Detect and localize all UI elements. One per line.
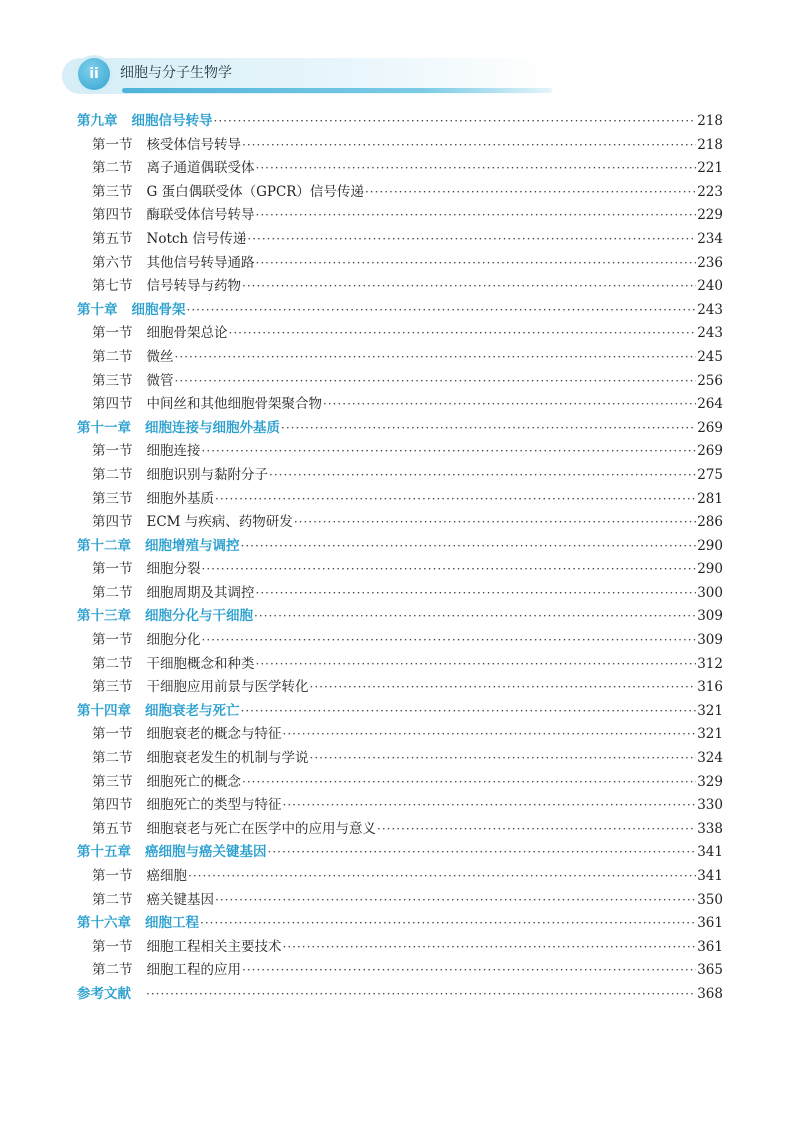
chapter-title: 细胞分化与干细胞 [145, 608, 253, 625]
chapter-title: 细胞连接与细胞外基质 [145, 419, 280, 436]
page-number: 290 [697, 561, 723, 578]
section-title: 细胞死亡的类型与特征 [146, 797, 282, 814]
toc-section-row[interactable] [77, 440, 723, 464]
toc-chapter-row[interactable] [77, 417, 723, 441]
dot-leader [323, 393, 696, 417]
page-number: 329 [697, 773, 723, 790]
dot-leader [310, 747, 697, 771]
section-number: 第一节 [92, 561, 133, 578]
section-title: 其他信号转导通路 [146, 254, 255, 271]
page-number: 229 [697, 207, 723, 224]
toc-chapter-row[interactable] [77, 700, 723, 724]
page-number: 321 [697, 726, 723, 743]
section-title: 细胞连接 [146, 443, 201, 460]
page-number: 269 [697, 443, 723, 460]
page-number: 269 [697, 419, 723, 436]
section-number: 第二节 [92, 655, 133, 672]
page-header [62, 50, 552, 96]
page-number: 341 [697, 844, 723, 861]
section-title: 干细胞概念和种类 [146, 655, 255, 672]
section-number: 第四节 [92, 797, 133, 814]
page-number: 309 [697, 608, 723, 625]
section-number: 第一节 [92, 443, 133, 460]
dot-leader [241, 535, 697, 559]
dot-leader [256, 653, 697, 677]
chapter-number: 参考文献 [77, 985, 131, 1002]
toc-section-row[interactable] [77, 723, 723, 747]
toc-chapter-row[interactable] [77, 841, 723, 865]
section-number: 第一节 [92, 632, 133, 649]
chapter-title: 细胞信号转导 [131, 113, 213, 129]
toc-chapter-row[interactable] [77, 605, 723, 629]
section-number: 第一节 [92, 868, 133, 884]
chapter-number: 第十三章 [77, 608, 131, 625]
dot-leader [242, 134, 696, 158]
page-number: 218 [697, 113, 723, 129]
dot-leader [215, 488, 696, 512]
section-number: 第二节 [92, 891, 133, 908]
dot-leader [281, 417, 696, 441]
section-number: 第二节 [92, 466, 133, 483]
dot-leader [310, 676, 697, 700]
toc-section-row[interactable] [77, 134, 723, 158]
section-number: 第一节 [92, 938, 133, 955]
section-title: 细胞骨架总论 [146, 325, 228, 342]
section-title: 细胞死亡的概念 [146, 773, 241, 790]
page-number: 256 [697, 372, 723, 389]
section-number: 第四节 [92, 396, 133, 413]
page-number: 338 [697, 820, 723, 837]
toc-section-row[interactable] [77, 464, 723, 488]
toc-section-row[interactable] [77, 252, 723, 276]
page-number: 286 [697, 514, 723, 531]
chapter-number: 第十二章 [77, 537, 131, 554]
page-number: 243 [697, 325, 723, 342]
dot-leader [215, 889, 696, 913]
dot-leader [365, 181, 696, 205]
chapter-number: 第十六章 [77, 915, 131, 932]
chapter-number: 第十章 [77, 301, 118, 318]
section-number: 第一节 [92, 136, 133, 153]
section-number: 第七节 [92, 278, 133, 295]
chapter-number: 第十五章 [77, 844, 131, 861]
section-title: 细胞分裂 [146, 561, 201, 578]
book-title: 细胞与分子生物学 [120, 65, 232, 81]
section-number: 第三节 [92, 490, 133, 507]
page-number: 218 [697, 136, 723, 153]
section-number: 第二节 [92, 584, 133, 601]
toc-section-row[interactable] [77, 181, 723, 205]
dot-leader [254, 605, 696, 629]
page-number: 234 [697, 230, 723, 247]
page-number: 290 [697, 537, 723, 554]
toc-section-row[interactable] [77, 936, 723, 960]
section-title: 离子通道偶联受体 [146, 160, 255, 177]
page-number: 309 [697, 632, 723, 649]
chapter-title: 癌细胞与癌关键基因 [145, 844, 267, 861]
section-number: 第五节 [92, 820, 133, 837]
section-title: 细胞工程相关主要技术 [146, 938, 282, 955]
section-title: 酶联受体信号转导 [146, 207, 255, 224]
dot-leader [175, 370, 697, 394]
page-number: 324 [697, 750, 723, 767]
dot-leader [229, 322, 697, 346]
page-number: 245 [697, 348, 723, 365]
chapter-title: 细胞增殖与调控 [145, 537, 240, 554]
dot-leader [283, 723, 697, 747]
section-title: 核受体信号转导 [146, 136, 241, 153]
section-number: 第二节 [92, 160, 133, 177]
page-number: 275 [697, 466, 723, 483]
section-title: 细胞外基质 [146, 490, 214, 507]
toc-chapter-row[interactable] [77, 983, 723, 1007]
toc-section-row[interactable] [77, 959, 723, 983]
toc-section-row[interactable] [77, 275, 723, 299]
dot-leader [283, 936, 697, 960]
dot-leader [242, 959, 696, 983]
toc-section-row[interactable] [77, 794, 723, 818]
chapter-number: 第十四章 [77, 702, 131, 719]
section-title: Notch 信号传递 [146, 230, 247, 247]
dot-leader [242, 275, 696, 299]
page-number: 300 [697, 584, 723, 601]
toc-section-row[interactable] [77, 582, 723, 606]
table-of-contents [77, 110, 723, 1007]
page-number: 350 [697, 891, 723, 908]
dot-leader [268, 841, 697, 865]
section-title: G 蛋白偶联受体（GPCR）信号传递 [146, 183, 364, 200]
dot-leader [200, 912, 696, 936]
toc-section-row[interactable] [77, 322, 723, 346]
dot-leader [202, 558, 697, 582]
dot-leader [202, 629, 697, 653]
section-number: 第四节 [92, 207, 133, 224]
toc-chapter-row[interactable] [77, 535, 723, 559]
page-number: 330 [697, 797, 723, 814]
dot-leader [283, 794, 697, 818]
toc-section-row[interactable] [77, 818, 723, 842]
toc-section-row[interactable] [77, 653, 723, 677]
dot-leader [247, 228, 696, 252]
toc-chapter-row[interactable] [77, 912, 723, 936]
dot-leader [202, 440, 697, 464]
chapter-title: 细胞工程 [145, 915, 199, 932]
section-title: 细胞工程的应用 [146, 962, 241, 979]
section-number: 第一节 [92, 726, 133, 743]
dot-leader [377, 818, 696, 842]
page-number: 240 [697, 278, 723, 295]
section-title: 细胞衰老与死亡在医学中的应用与意义 [146, 820, 376, 837]
section-title: 微丝 [146, 348, 174, 365]
section-title: 中间丝和其他细胞骨架聚合物 [146, 396, 322, 413]
page-number: 341 [697, 868, 723, 884]
dot-leader [188, 865, 696, 889]
toc-section-row[interactable] [77, 771, 723, 795]
page-number: 321 [697, 702, 723, 719]
toc-section-row[interactable] [77, 865, 723, 889]
page-number: 361 [697, 938, 723, 955]
section-number: 第二节 [92, 348, 133, 365]
dot-leader [214, 110, 697, 134]
dot-leader [256, 204, 697, 228]
toc-section-row[interactable] [77, 346, 723, 370]
page-number-badge: ii [78, 58, 110, 90]
page-number: 221 [697, 160, 723, 177]
toc-section-row[interactable] [77, 228, 723, 252]
section-title: 细胞周期及其调控 [146, 584, 255, 601]
toc-section-row[interactable] [77, 204, 723, 228]
dot-leader [242, 771, 696, 795]
toc-section-row[interactable] [77, 157, 723, 181]
toc-section-row[interactable] [77, 558, 723, 582]
toc-section-row[interactable] [77, 511, 723, 535]
dot-leader [269, 464, 696, 488]
section-title: 细胞识别与黏附分子 [146, 466, 268, 483]
toc-section-row[interactable] [77, 393, 723, 417]
chapter-title: 细胞衰老与死亡 [145, 702, 240, 719]
section-title: 细胞衰老发生的机制与学说 [146, 750, 309, 767]
section-number: 第五节 [92, 230, 133, 247]
toc-chapter-row[interactable] [77, 299, 723, 323]
dot-leader [256, 582, 697, 606]
toc-section-row[interactable] [77, 747, 723, 771]
dot-leader [256, 157, 697, 181]
dot-leader [187, 299, 697, 323]
chapter-number: 第十一章 [77, 419, 131, 436]
dot-leader [256, 252, 697, 276]
dot-leader [175, 346, 697, 370]
dot-leader [241, 700, 697, 724]
page-number: 312 [697, 655, 723, 672]
toc-chapter-row[interactable] [77, 110, 723, 134]
section-number: 第三节 [92, 679, 133, 696]
section-number: 第二节 [92, 962, 133, 979]
section-title: 信号转导与药物 [146, 278, 241, 295]
toc-section-row[interactable] [77, 676, 723, 700]
section-number: 第二节 [92, 750, 133, 767]
section-number: 第三节 [92, 773, 133, 790]
section-title: 癌关键基因 [146, 891, 214, 908]
chapter-number: 第九章 [77, 113, 118, 129]
section-number: 第三节 [92, 372, 133, 389]
section-number: 第三节 [92, 183, 133, 200]
page-number: 316 [697, 679, 723, 696]
section-title: 细胞分化 [146, 632, 201, 649]
page-number: 236 [697, 254, 723, 271]
section-number: 第六节 [92, 254, 133, 271]
toc-section-row[interactable] [77, 889, 723, 913]
dot-leader [146, 983, 696, 1007]
section-title: 微管 [146, 372, 174, 389]
chapter-title: 细胞骨架 [131, 301, 186, 318]
section-title: 癌细胞 [146, 868, 187, 884]
page-number: 264 [697, 396, 723, 413]
dot-leader [294, 511, 696, 535]
toc-section-row[interactable] [77, 370, 723, 394]
section-title: 干细胞应用前景与医学转化 [146, 679, 309, 696]
section-title: ECM 与疾病、药物研发 [146, 514, 293, 531]
page-number: 223 [697, 183, 723, 200]
section-title: 细胞衰老的概念与特征 [146, 726, 282, 743]
toc-section-row[interactable] [77, 488, 723, 512]
page-number: 368 [697, 985, 723, 1002]
section-number: 第一节 [92, 325, 133, 342]
page-number: 365 [697, 962, 723, 979]
toc-section-row[interactable] [77, 629, 723, 653]
page-number: 281 [697, 490, 723, 507]
page-number: 243 [697, 301, 723, 318]
section-number: 第四节 [92, 514, 133, 531]
page-number: 361 [697, 915, 723, 932]
header-rule [122, 88, 552, 93]
